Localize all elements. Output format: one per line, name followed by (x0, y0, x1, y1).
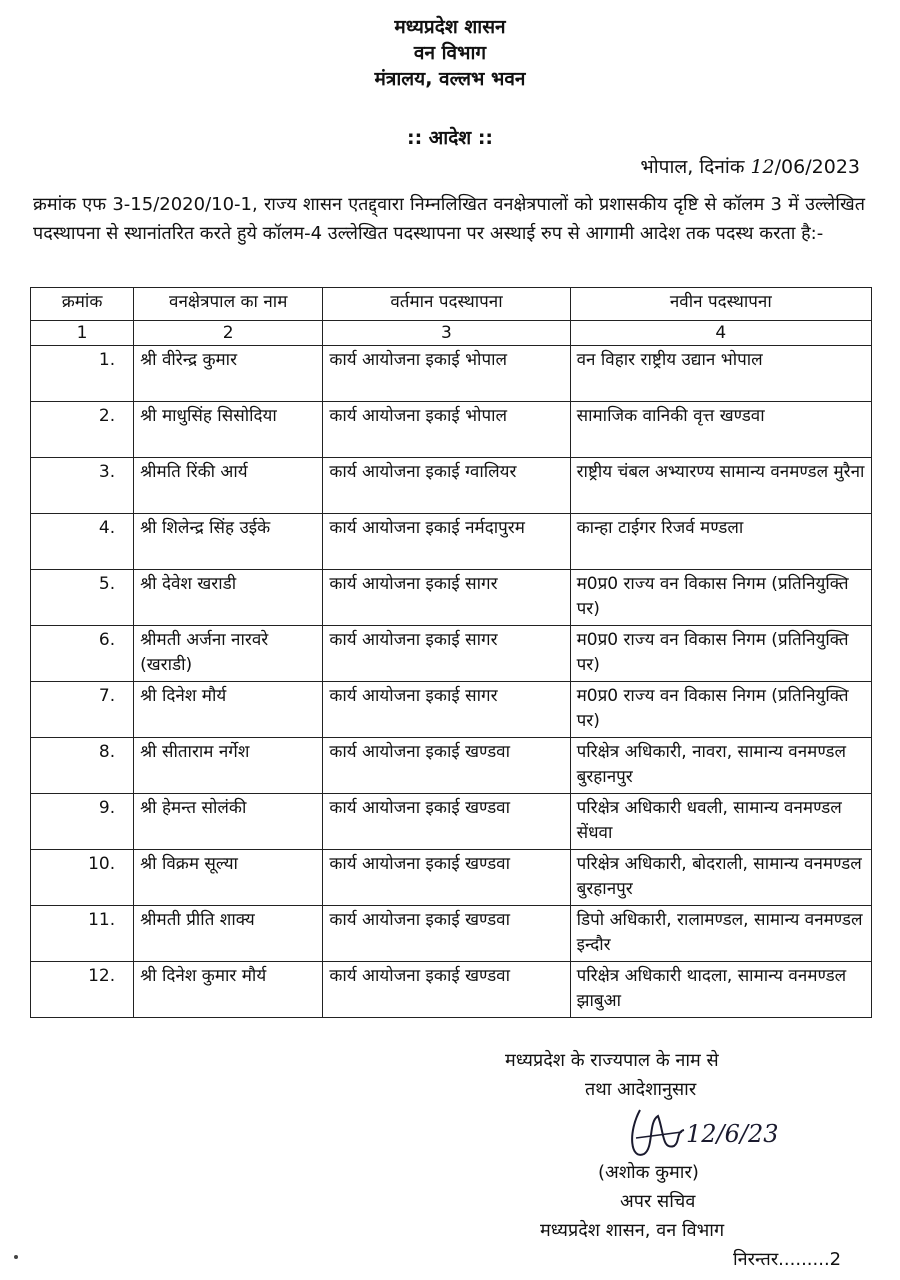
cell-new-posting: म0प्र0 राज्य वन विकास निगम (प्रतिनियुक्ति पर) (570, 570, 871, 626)
cell-new-posting: कान्हा टाईगर रिजर्व मण्डला (570, 514, 871, 570)
punch-mark (14, 1255, 18, 1259)
transfer-table (30, 287, 872, 1018)
cell-current-posting: कार्य आयोजना इकाई खण्डवा (323, 738, 570, 794)
department-name: वन विभाग (413, 42, 487, 64)
cell-sno: 12. (31, 962, 134, 1018)
cell-current-posting: कार्य आयोजना इकाई भोपाल (323, 346, 570, 402)
table-row (31, 346, 872, 402)
table-row (31, 402, 872, 458)
cell-new-posting: परिक्षेत्र अधिकारी धवली, सामान्य वनमण्डल सेंधवा (570, 794, 871, 850)
table-row (31, 906, 872, 962)
continued-note: निरन्तर.........2 (733, 1249, 842, 1270)
table-row (31, 682, 872, 738)
table-row (31, 458, 872, 514)
closing-line-2: तथा आदेशानुसार (585, 1079, 697, 1100)
cell-name: श्रीमती अर्जना नारवरे (खराडी) (134, 626, 323, 682)
signatory-designation: अपर सचिव (620, 1191, 696, 1212)
cell-current-posting: कार्य आयोजना इकाई भोपाल (323, 402, 570, 458)
govt-name: मध्यप्रदेश शासन (394, 16, 506, 38)
cell-name: श्रीमति रिंकी आर्य (134, 458, 323, 514)
table-row (31, 738, 872, 794)
cell-new-posting: वन विहार राष्ट्रीय उद्यान भोपाल (570, 346, 871, 402)
col-number: 1 (31, 321, 134, 346)
cell-new-posting: राष्ट्रीय चंबल अभ्यारण्य सामान्य वनमण्डल मुरैना (570, 458, 871, 514)
header-current-posting: वर्तमान पदस्थापना (323, 288, 570, 321)
table-row (31, 514, 872, 570)
cell-sno: 2. (31, 402, 134, 458)
header-sno: क्रमांक (31, 288, 134, 321)
signatory-name: (अशोक कुमार) (598, 1162, 699, 1183)
signature-date: 12/6/23 (686, 1120, 779, 1148)
intro-paragraph: क्रमांक एफ 3-15/2020/10-1, राज्य शासन एतद्द्वारा निम्नलिखित वनक्षेत्रपालों को प्रशासकीय दृष्टि से कॉलम 3 में उल्लेखित पदस्थापना से स्थानांतरित करते हुये कॉलम-4 उल्लेखित पदस्थापना पर अस्थाई रुप से आगामी आदेश तक पदस्थ करता है:- (33, 194, 865, 244)
date-line (640, 153, 860, 179)
table-row (31, 794, 872, 850)
date-day: 12 (750, 156, 775, 178)
letterhead (0, 14, 900, 92)
closing-text (505, 1046, 719, 1104)
cell-name: श्री विक्रम सूल्या (134, 850, 323, 906)
cell-new-posting: डिपो अधिकारी, रालामण्डल, सामान्य वनमण्डल इन्दौर (570, 906, 871, 962)
cell-sno: 8. (31, 738, 134, 794)
cell-name: श्री दिनेश कुमार मौर्य (134, 962, 323, 1018)
cell-sno: 11. (31, 906, 134, 962)
date-place: भोपाल, दिनांक (640, 156, 751, 178)
date-rest: /06/2023 (774, 156, 860, 178)
cell-sno: 9. (31, 794, 134, 850)
cell-new-posting: म0प्र0 राज्य वन विकास निगम (प्रतिनियुक्ति पर) (570, 682, 871, 738)
cell-name: श्री शिलेन्द्र सिंह उईके (134, 514, 323, 570)
cell-new-posting: परिक्षेत्र अधिकारी, नावरा, सामान्य वनमण्डल बुरहानपुर (570, 738, 871, 794)
cell-sno: 4. (31, 514, 134, 570)
col-number: 2 (134, 321, 323, 346)
header-name: वनक्षेत्रपाल का नाम (134, 288, 323, 321)
cell-sno: 7. (31, 682, 134, 738)
cell-name: श्री माधुसिंह सिसोदिया (134, 402, 323, 458)
cell-current-posting: कार्य आयोजना इकाई ग्वालियर (323, 458, 570, 514)
cell-current-posting: कार्य आयोजना इकाई खण्डवा (323, 850, 570, 906)
cell-sno: 6. (31, 626, 134, 682)
header-new-posting: नवीन पदस्थापना (570, 288, 871, 321)
column-number-row (31, 321, 872, 346)
signatory-department: मध्यप्रदेश शासन, वन विभाग (540, 1220, 725, 1241)
cell-sno: 10. (31, 850, 134, 906)
cell-name: श्री वीरेन्द्र कुमार (134, 346, 323, 402)
cell-name: श्री देवेश खराडी (134, 570, 323, 626)
cell-new-posting: परिक्षेत्र अधिकारी, बोदराली, सामान्य वनमण्डल बुरहानपुर (570, 850, 871, 906)
cell-name: श्री हेमन्त सोलंकी (134, 794, 323, 850)
table-row (31, 570, 872, 626)
cell-new-posting: म0प्र0 राज्य वन विकास निगम (प्रतिनियुक्ति पर) (570, 626, 871, 682)
table-row (31, 962, 872, 1018)
closing-line-1: मध्यप्रदेश के राज्यपाल के नाम से (505, 1050, 719, 1071)
col-number: 4 (570, 321, 871, 346)
cell-name: श्री सीताराम नर्गेश (134, 738, 323, 794)
cell-name: श्री दिनेश मौर्य (134, 682, 323, 738)
cell-current-posting: कार्य आयोजना इकाई सागर (323, 682, 570, 738)
cell-current-posting: कार्य आयोजना इकाई नर्मदापुरम (323, 514, 570, 570)
order-title: :: आदेश :: (406, 127, 494, 149)
cell-new-posting: सामाजिक वानिकी वृत्त खण्डवा (570, 402, 871, 458)
cell-new-posting: परिक्षेत्र अधिकारी थादला, सामान्य वनमण्डल झाबुआ (570, 962, 871, 1018)
office-address: मंत्रालय, वल्लभ भवन (374, 68, 526, 90)
table-header-row (31, 288, 872, 321)
table-row (31, 626, 872, 682)
cell-current-posting: कार्य आयोजना इकाई खण्डवा (323, 906, 570, 962)
cell-sno: 3. (31, 458, 134, 514)
cell-current-posting: कार्य आयोजना इकाई सागर (323, 626, 570, 682)
cell-current-posting: कार्य आयोजना इकाई खण्डवा (323, 962, 570, 1018)
cell-current-posting: कार्य आयोजना इकाई खण्डवा (323, 794, 570, 850)
cell-current-posting: कार्य आयोजना इकाई सागर (323, 570, 570, 626)
cell-name: श्रीमती प्रीति शाक्य (134, 906, 323, 962)
col-number: 3 (323, 321, 570, 346)
cell-sno: 5. (31, 570, 134, 626)
table-row (31, 850, 872, 906)
cell-sno: 1. (31, 346, 134, 402)
